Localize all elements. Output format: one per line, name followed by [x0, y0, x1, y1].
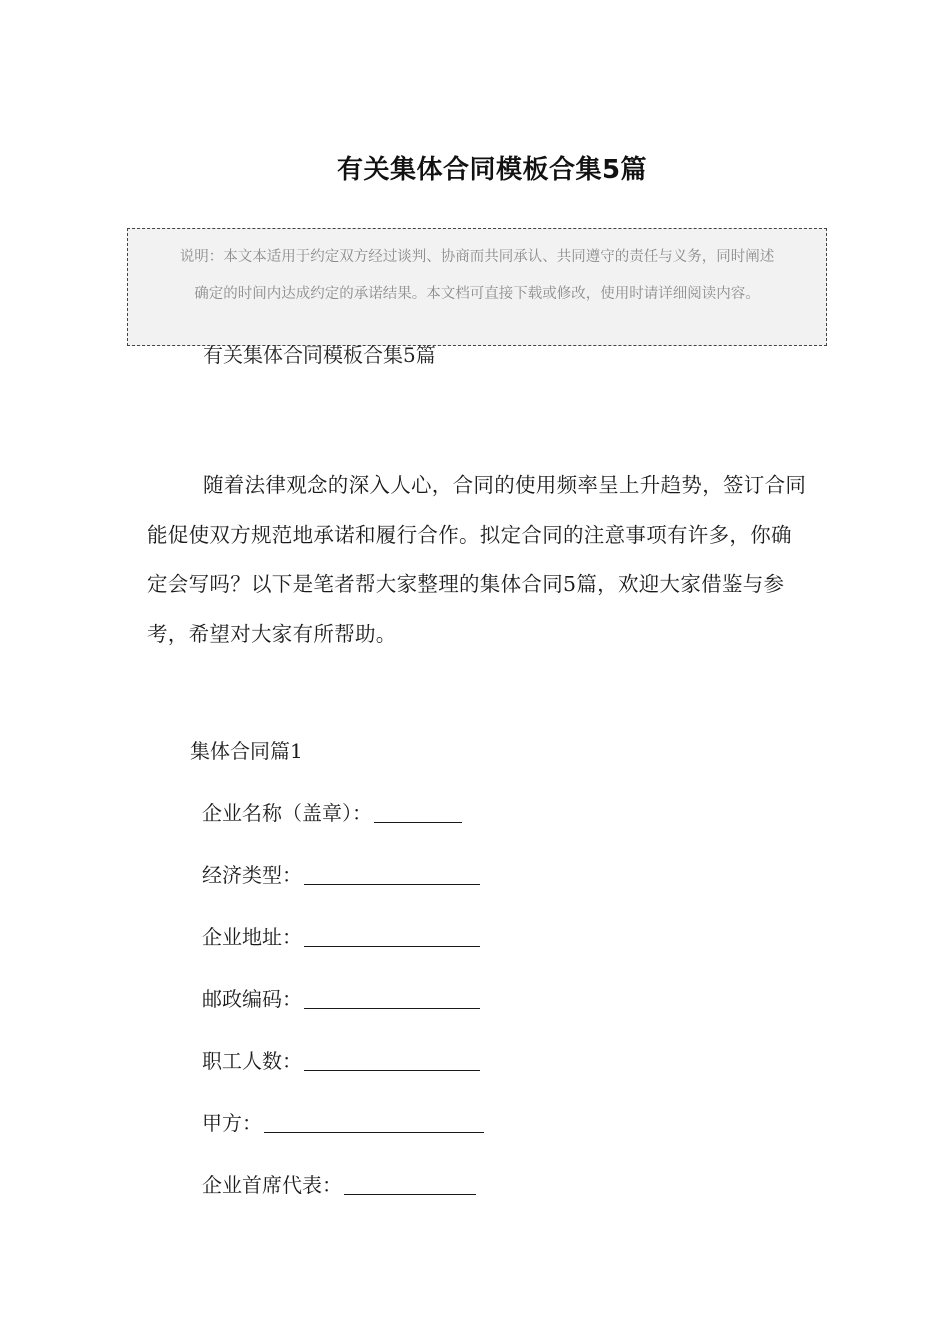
field-label: 企业首席代表： [202, 1173, 342, 1197]
field-party-a [202, 1108, 484, 1170]
document-note-box [127, 228, 827, 346]
field-postal-code [202, 984, 484, 1046]
field-label: 职工人数： [202, 1049, 302, 1073]
blank-line [304, 922, 480, 947]
section-heading: 集体合同篇1 [190, 739, 303, 763]
note-line-1: 说明：本文本适用于约定双方经过谈判、协商而共同承认、共同遵守的责任与义务，同时阐述 [179, 249, 775, 265]
blank-line [304, 1046, 480, 1071]
document-subtitle: 有关集体合同模板合集5篇 [203, 343, 436, 367]
blank-line [264, 1108, 484, 1133]
contract-field-list [202, 798, 484, 1232]
blank-line [304, 984, 480, 1009]
field-label: 邮政编码： [202, 987, 302, 1011]
intro-paragraph: 随着法律观念的深入人心，合同的使用频率呈上升趋势，签订合同能促使双方规范地承诺和履行合作。拟定合同的注意事项有许多，你确定会写吗？以下是笔者帮大家整理的集体合同5篇，欢迎大家借鉴与参考，希望对大家有所帮助。 [147, 473, 807, 646]
field-label: 企业地址： [202, 925, 302, 949]
blank-line [304, 860, 480, 885]
blank-line [374, 798, 462, 823]
field-economic-type [202, 860, 484, 922]
field-label: 甲方： [202, 1111, 262, 1135]
blank-line [344, 1170, 476, 1195]
note-line-2: 确定的时间内达成约定的承诺结果。本文档可直接下载或修改，使用时请详细阅读内容。 [194, 286, 760, 302]
field-label: 经济类型： [202, 863, 302, 887]
field-employee-count [202, 1046, 484, 1108]
field-company-name [202, 798, 484, 860]
field-label: 企业名称（盖章）： [202, 801, 372, 825]
page-title: 有关集体合同模板合集5篇 [336, 155, 648, 186]
field-company-address [202, 922, 484, 984]
field-chief-representative [202, 1170, 484, 1232]
